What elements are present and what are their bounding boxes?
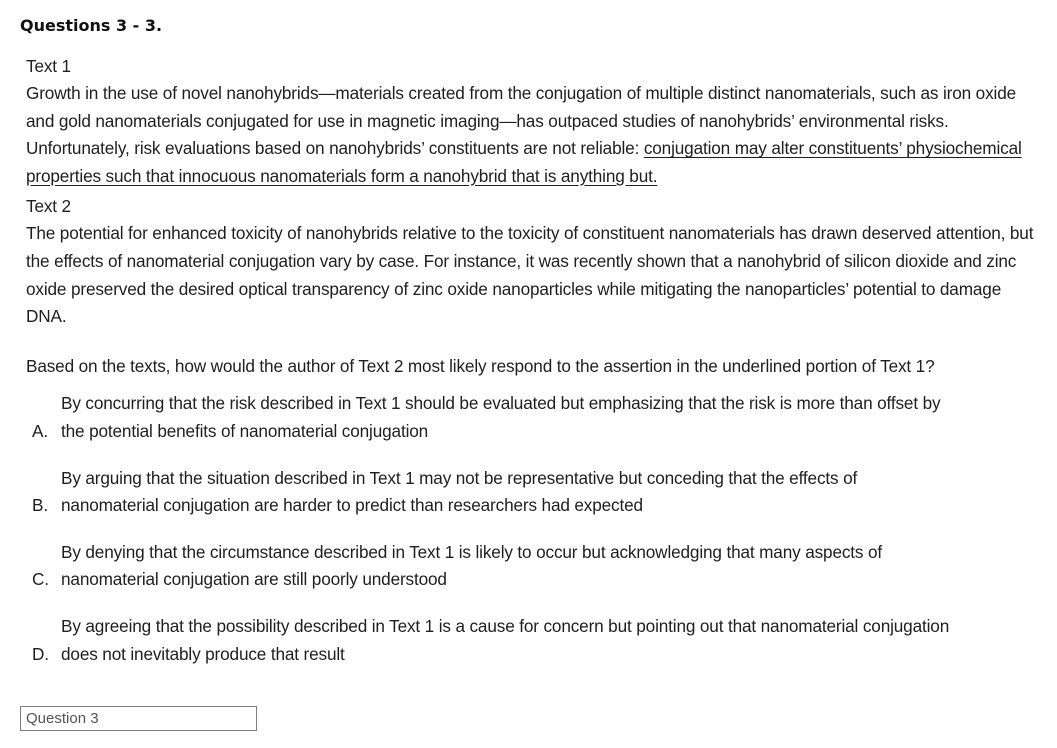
choice-text-line2: nanomaterial conjugation are harder to predict than researchers had expected <box>61 495 643 516</box>
text1-underlined-assertion: conjugation may alter constituents’ physiochemical properties such that innocuous nanomaterials form a nanohybrid that is anything but. <box>26 138 1022 186</box>
choice-text <box>61 539 1041 594</box>
text1-paragraph <box>26 80 1041 190</box>
choice-letter: B. <box>32 495 48 516</box>
choice-c[interactable] <box>26 539 1041 594</box>
choice-letter: A. <box>32 420 48 441</box>
choice-text <box>61 465 1041 520</box>
answer-choices <box>26 390 1041 668</box>
choice-d[interactable] <box>26 613 1041 668</box>
answer-input[interactable] <box>20 706 257 731</box>
choice-b[interactable] <box>26 465 1041 520</box>
text1-label: Text 1 <box>26 56 71 76</box>
choice-letter: D. <box>32 643 49 664</box>
choice-text <box>61 613 1041 668</box>
choice-text-line1: By arguing that the situation described in Text 1 may not be representative but conceding that the effects of <box>61 467 858 488</box>
text2-label: Text 2 <box>26 196 71 217</box>
choice-text <box>61 390 1041 445</box>
page-title: Questions 3 - 3. <box>20 16 163 35</box>
choice-text-line1: By agreeing that the possibility described in Text 1 is a cause for concern but pointing out that nanomaterial conjugation <box>61 615 950 636</box>
text1-body: Growth in the use of novel nanohybrids—materials created from the conjugation of multiple distinct nanomaterials, such as iron oxide and gold nanomaterials conjugated for use in magnetic imaging—has outpaced studies of nanohybrids’ environmental risks. Unfortunately, risk evaluations based on nanohybrids’ constituents are not reliable: <box>26 83 1017 159</box>
choice-text-line1: By concurring that the risk described in Text 1 should be evaluated but emphasizing that the risk is more than offset by <box>61 393 941 414</box>
question-prompt: Based on the texts, how would the author of Text 2 most likely respond to the assertion in the underlined portion of Text 1? <box>26 355 935 376</box>
text2-paragraph: The potential for enhanced toxicity of nanohybrids relative to the toxicity of constituent nanomaterials has drawn deserved attention, but the effects of nanomaterial conjugation vary by case. For instance, it was recently shown that a nanohybrid of silicon dioxide and zinc oxide preserved the desired optical transparency of zinc oxide nanoparticles while mitigating the nanoparticles’ potential to damage DNA. <box>26 223 1034 327</box>
question-content <box>26 52 1041 687</box>
choice-a[interactable] <box>26 390 1041 445</box>
choice-text-line2: the potential benefits of nanomaterial conjugation <box>61 420 429 441</box>
choice-letter: C. <box>32 569 49 590</box>
choice-text-line1: By denying that the circumstance described in Text 1 is likely to occur but acknowledging that many aspects of <box>61 541 883 562</box>
choice-text-line2: nanomaterial conjugation are still poorly understood <box>61 569 447 590</box>
choice-text-line2: does not inevitably produce that result <box>61 643 345 664</box>
